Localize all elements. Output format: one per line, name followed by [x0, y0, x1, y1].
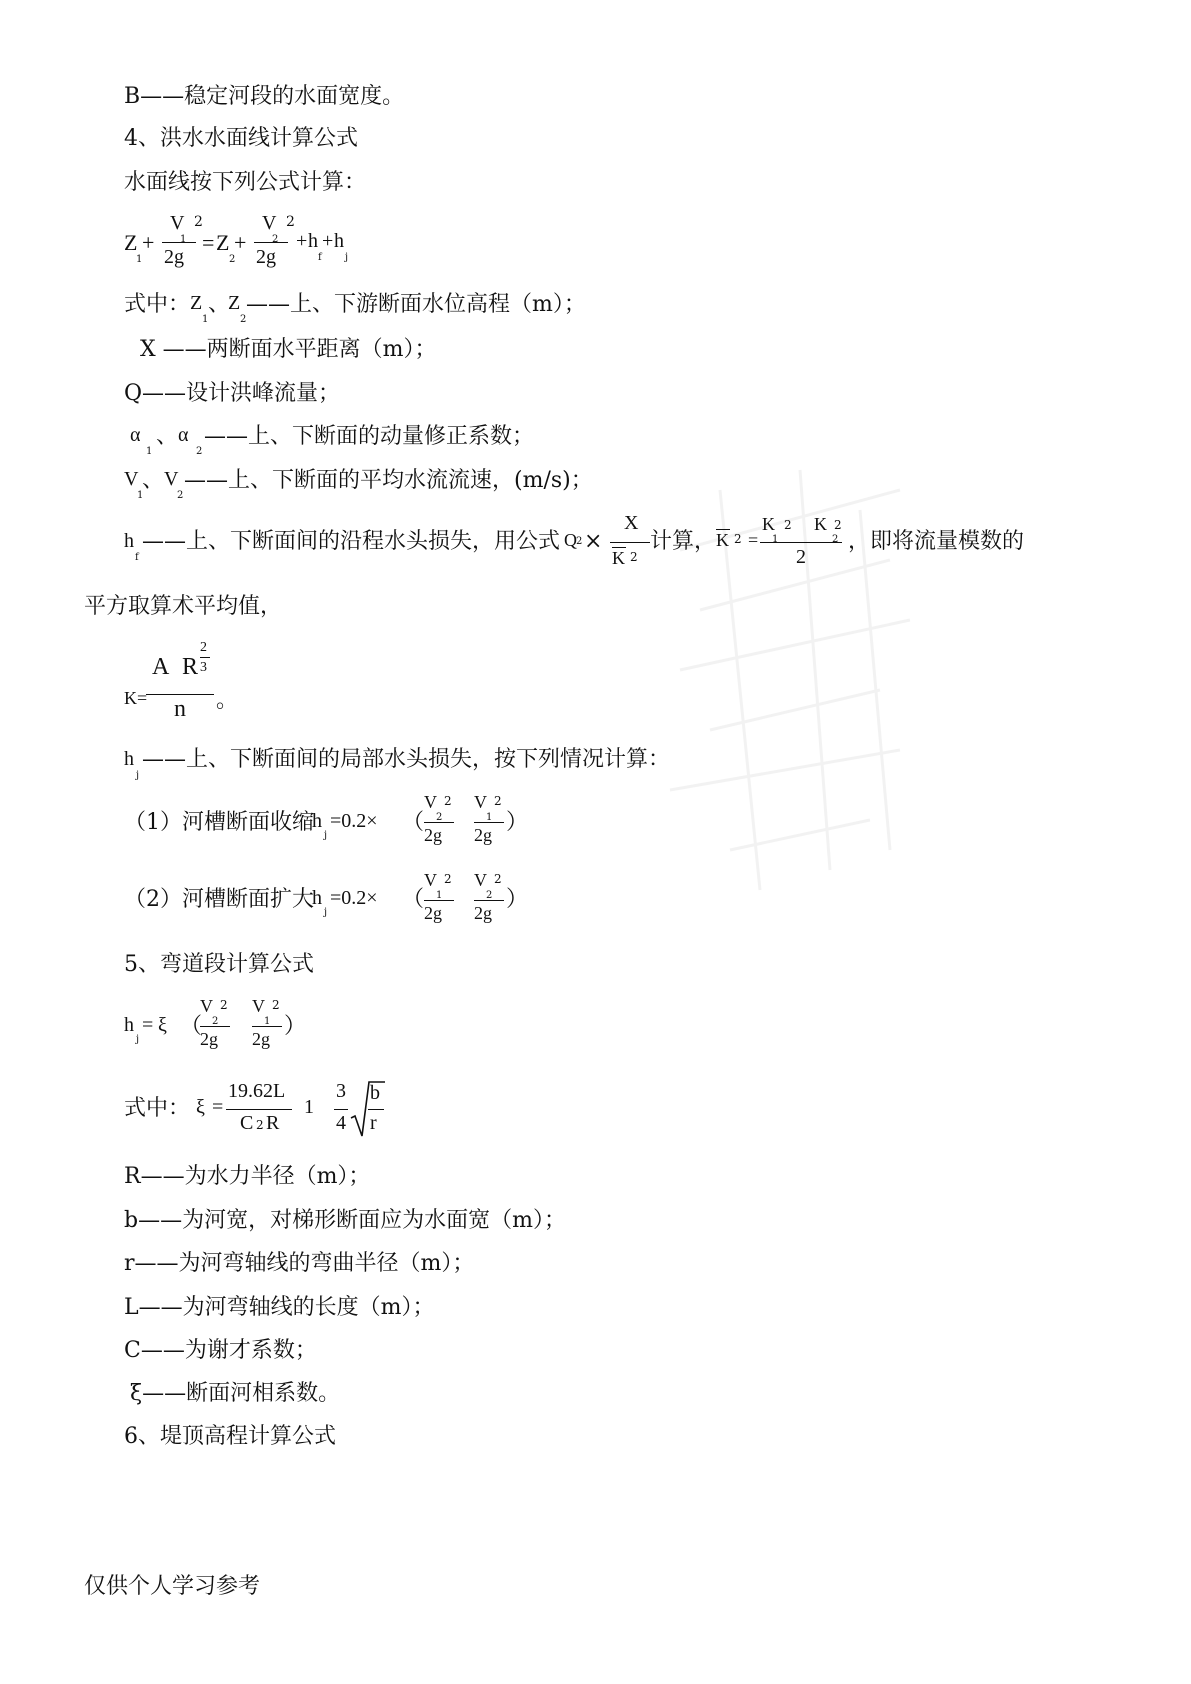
- text-line-b-river-width: b——为河宽，对梯形断面应为水面宽（m）；: [124, 1208, 566, 1233]
- footer-note: 仅供个人学习参考: [84, 1574, 261, 1599]
- text-line-formula-intro: 水面线按下列公式计算：: [124, 170, 367, 195]
- text-line-r-bend-radius: r——为河弯轴线的弯曲半径（m）；: [124, 1251, 475, 1276]
- text-line-c-chezy: C——为谢才系数；: [124, 1338, 317, 1363]
- text-line-average: 平方取算术平均值，: [84, 594, 283, 619]
- watermark-graphic: [640, 430, 940, 930]
- text-line-x-distance: X ——两断面水平距离（m）；: [140, 337, 437, 362]
- heading-flood-water-surface: 4、洪水水面线计算公式: [124, 126, 358, 151]
- heading-levee-crest: 6、堤顶高程计算公式: [124, 1424, 336, 1449]
- text-line-q-flow: Q——设计洪峰流量；: [124, 381, 341, 406]
- text-line-b-width: B——稳定河段的水面宽度。: [124, 84, 405, 109]
- text-line-xi: ξ——断面河相系数。: [130, 1381, 341, 1406]
- text-line-l-length: L——为河弯轴线的长度（m）；: [124, 1295, 435, 1320]
- heading-bend-section: 5、弯道段计算公式: [124, 952, 314, 977]
- text-line-r-radius: R——为水力半径（m）；: [124, 1164, 371, 1189]
